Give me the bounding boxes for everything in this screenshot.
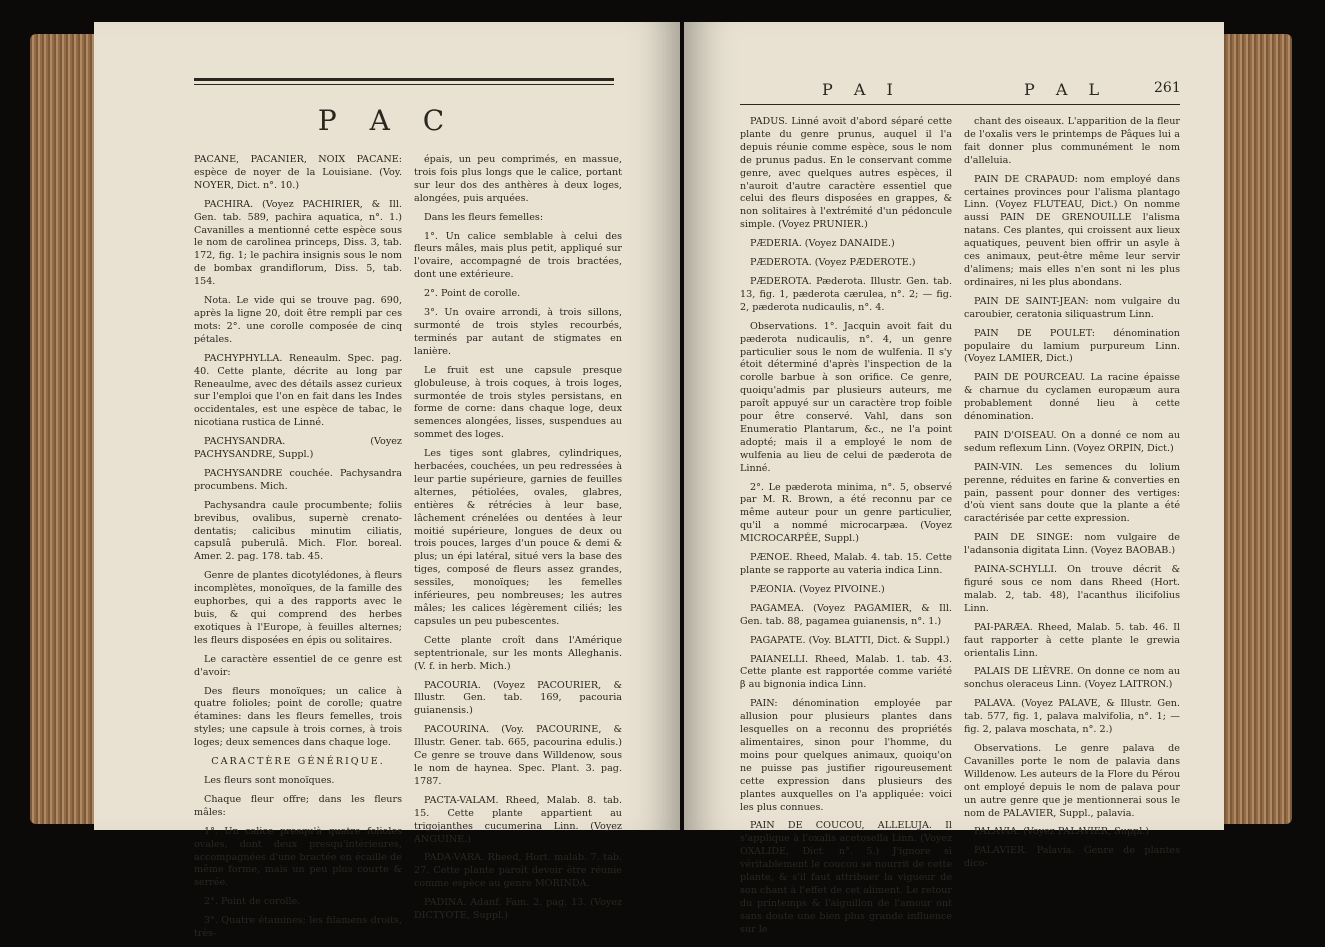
paragraph: PADA-VARA. Rheed, Hort. malab. 7. tab. 27. Cette plante paroît devoir être réunie comme espèce au genre MORINDA. <box>414 852 622 890</box>
paragraph: PACOURINA. (Voy. PACOURINE, & Illustr. Gener. tab. 665, pacourina edulis.) Ce genre se trouve dans Willdenow, sous le nom de haynea. Spec. Plant. 3. pag. 1787. <box>414 724 622 787</box>
paragraph: Observations. 1°. Jacquin avoit fait du pæderota nudicaulis, n°. 4, un genre particulier sous le nom de wulfenia. Il s'y étoit déterminé d'après l'inspection de la corolle barbue à son orifice. Ce genre, quoiqu'admis par plusieurs auteurs, me paroît appuyé sur un caractère trop foible pour être conservé. Vahl, dans son Enumeratio Plantarum, &c., ne l'a point adopté; mais il a employé le nom de wulfenia au lieu de celui de pæderota de Linné. <box>740 320 952 474</box>
paragraph: PACHYSANDRA. (Voyez PACHYSANDRE, Suppl.) <box>194 436 402 461</box>
paragraph: PAIN-VIN. Les semences du lolium perenne, réduites en farine & converties en pain, passent pour donner des vertiges: d'où vient sans doute que la plante a été caractérisée par cette expression. <box>964 461 1180 525</box>
paragraph: PAIANELLI. Rheed, Malab. 1. tab. 43. Cette plante est rapportée comme variété β au bignonia indica Linn. <box>740 653 952 691</box>
header-rule-top <box>194 78 614 81</box>
paragraph: PAIN DE COUCOU, ALLELUJA. Il s'applique à l'oxalis acetosella Linn. (Voyez OXALIDE, Dict. n°. 5.) J'ignore si véritablement le coucou se nourrit de cette plante, & s'il faut attribuer la vigueur de son chant à l'effet de cet aliment. Le retour du printemps & l'aiguillon de l'amour ont sans doute une bien plus grande influence sur le <box>740 820 952 935</box>
right-page <box>684 22 1224 935</box>
paragraph: Le caractère essentiel de ce genre est d'avoir: <box>194 653 402 678</box>
paragraph: PAIN DE POURCEAU. La racine épaisse & charnue du cyclamen europæum aura probablement donné lieu à cette dénomination. <box>964 372 1180 423</box>
paragraph: PAGAMEA. (Voyez PAGAMIER, & Ill. Gen. tab. 88, pagamea guianensis, n°. 1.) <box>740 602 952 627</box>
paragraph: épais, un peu comprimés, en massue, trois fois plus longs que le calice, portant sur leur dos des anthères à deux loges, alongées, puis arquées. <box>414 154 622 204</box>
header-rule <box>740 104 1180 105</box>
paragraph: Le fruit est une capsule presque globuleuse, à trois coques, à trois loges, surmontée de trois styles persistans, en forme de corne: dans chaque loge, deux semences alongées, lisses, suspendues au sommet des loges. <box>414 364 622 441</box>
right-column-1 <box>740 116 952 943</box>
running-head-left: P A I <box>822 80 901 99</box>
paragraph: PADUS. Linné avoit d'abord séparé cette plante du genre prunus, auquel il l'a depuis réunie comme espèce, sous le nom de prunus padus. En le conservant comme genre, avec quelques autres espèces, il n'auroit d'autre caractère essentiel que celui des fleurs disposées en grappes, & non solitaires à l'extrémité d'un pédoncule simple. (Voyez PRUNIER.) <box>740 116 952 231</box>
open-book <box>30 22 1292 940</box>
paragraph: 2°. Le pæderota minima, n°. 5, observé par M. R. Brown, a été reconnu par ce même auteur pour un genre particulier, qu'il a nommé microcarpæa. (Voyez MICROCARPÉE, Suppl.) <box>740 481 952 545</box>
paragraph: 2°. Point de corolle. <box>204 896 301 908</box>
paragraph: PAIN DE POULET: dénomination populaire du lamium purpureum Linn. (Voyez LAMIER, Dict.) <box>964 327 1180 365</box>
paragraph: PALAIS DE LIÈVRE. On donne ce nom au sonchus oleraceus Linn. (Voyez LAITRON.) <box>964 666 1180 691</box>
paragraph: 3°. Un ovaire arrondi, à trois sillons, surmonté de trois styles recourbés, terminés par autant de stigmates en lanière. <box>414 307 622 357</box>
paragraph: Nota. Le vide qui se trouve pag. 690, après la ligne 20, doit être rempli par ces mots: 2°. une corolle composée de cinq pétales. <box>194 295 402 345</box>
paragraph: CARACTÈRE GÉNÉRIQUE. <box>211 756 385 768</box>
page-edges-left <box>30 34 100 824</box>
header-rule-bottom <box>194 84 614 85</box>
paragraph: Les fleurs sont monoïques. <box>204 774 335 786</box>
paragraph: Chaque fleur offre; dans les fleurs mâles: <box>194 793 402 818</box>
paragraph: PAIN: dénomination employée par allusion pour plusieurs plantes dans lesquelles on a reconnu des propriétés alimentaires, sinon pour l'homme, du moins pour quelques animaux, quoiqu'on ne puisse pas justifier rigoureusement cette expression dans plusieurs des plantes auxquelles on l'a appliquée: voici les plus connues. <box>740 698 952 813</box>
paragraph: PÆDERIA. (Voyez DANAIDE.) <box>750 238 895 250</box>
paragraph: Cette plante croît dans l'Amérique septentrionale, sur les monts Alleghanis. (V. f. in herb. Mich.) <box>414 634 622 672</box>
left-column-1 <box>194 154 402 947</box>
paragraph: PAINA-SCHYLLI. On trouve décrit & figuré sous ce nom dans Rheed (Hort. malab. 2, tab. 48), l'acanthus ilicifolius Linn. <box>964 564 1180 614</box>
right-column-2 <box>964 116 1180 877</box>
paragraph: Dans les fleurs femelles: <box>424 211 544 223</box>
paragraph: PACHYPHYLLA. Reneaulm. Spec. pag. 40. Cette plante, décrite au long par Reneaulme, avec des détails assez curieux sur l'emploi que l'on en fait dans les Indes occidentales, est une espèce de tabac, le nicotiana rustica de Linné. <box>194 352 402 429</box>
paragraph: chant des oiseaux. L'apparition de la fleur de l'oxalis vers le printemps de Pâques lui a fait donner plus communément le nom d'alleluia. <box>964 116 1180 166</box>
paragraph: Pachysandra caule procumbente; foliis brevibus, ovalibus, supernè crenato-dentatis; calicibus minutim ciliatis, capsulâ puberulâ. Mich. Flor. boreal. Amer. 2. pag. 178. tab. 45. <box>194 499 402 563</box>
paragraph: PAIN DE SAINT-JEAN: nom vulgaire du caroubier, ceratonia siliquastrum Linn. <box>964 295 1180 320</box>
paragraph: PACTA-VALAM. Rheed, Malab. 8. tab. 15. Cette plante appartient au trigojanthes cucumerina Linn. (Voyez ANGUINE.) <box>414 794 622 845</box>
paragraph: Observations. Le genre palava de Cavanilles porte le nom de palavia dans Willdenow. Les auteurs de la Flore du Pérou ont employé depuis le nom de palava pour un autre genre que je mentionnerai sous le nom de PALAVIER, Suppl., palavia. <box>964 742 1180 819</box>
paragraph: Genre de plantes dicotylédones, à fleurs incomplètes, monoïques, de la famille des euphorbes, qui a des rapports avec le buis, & qui comprend des herbes exotiques à l'Europe, à feuilles alternes; les fleurs disposées en épis ou solitaires. <box>194 570 402 646</box>
page-edges-right <box>1222 34 1292 824</box>
paragraph: PALAVA. (Voyez PALAVE, & Illustr. Gen. tab. 577, fig. 1, palava malvifolia, n°. 1; — fig. 2, palava moschata, n°. 2.) <box>964 698 1180 736</box>
paragraph: PÆONIA. (Voyez PIVOINE.) <box>750 583 885 595</box>
paragraph: Des fleurs monoïques; un calice à quatre folioles; point de corolle; quatre étamines: dans les fleurs femelles, trois styles; une capsule à trois cornes, à trois loges; deux semences dans chaque loge. <box>194 685 402 749</box>
paragraph: PALAVIER. Palavia. Genre de plantes dico- <box>964 845 1180 870</box>
paragraph: PÆDEROTA. Pæderota. Illustr. Gen. tab. 13, fig. 1, pæderota cærulea, n°. 2; — fig. 2, pæderota nudicaulis, n°. 4. <box>740 275 952 313</box>
paragraph: PACHIRA. (Voyez PACHIRIER, & Ill. Gen. tab. 589, pachira aquatica, n°. 1.) Cavanilles a mentionné cette espèce sous le nom de carolinea princeps, Diss. 3, tab. 172, fig. 1; le pachira insignis sous le nom de bombax grandiflorum, Diss. 5, tab. 154. <box>194 198 402 288</box>
paragraph: PADINA. Adanf. Fam. 2. pag. 13. (Voyez DICTYOTE, Suppl.) <box>414 897 622 922</box>
paragraph: 3°. Quatre étamines; les filamens droits, très- <box>194 915 402 940</box>
paragraph: PACOURIA. (Voyez PACOURIER, & Illustr. Gen. tab. 169, pacouria guianensis.) <box>414 679 622 717</box>
paragraph: 1°. Un calice semblable à celui des fleurs mâles, mais plus petit, appliqué sur l'ovaire, accompagné de trois bractées, dont une extérieure. <box>414 230 622 281</box>
running-head-right: P A L <box>1024 80 1108 99</box>
paragraph: Les tiges sont glabres, cylindriques, herbacées, couchées, un peu redressées à leur partie supérieure, garnies de feuilles alternes, pétiolées, ovales, glabres, entières & rétrécies à leur base, lâchement crénelées ou dentées à leur moitié supérieure, longues de deux ou trois pouces, larges d'un pouce & demi & plus; un épi latéral, situé vers la base des tiges, composé de fleurs assez grandes, sessiles, monoïques; les femelles inférieures, peu nombreuses; les autres mâles; les calices légèrement ciliés; les capsules un peu pubescentes. <box>414 448 622 627</box>
left-column-2 <box>414 154 622 929</box>
paragraph: PAIN DE SINGE: nom vulgaire de l'adansonia digitata Linn. (Voyez BAOBAB.) <box>964 532 1180 557</box>
paragraph: PÆDEROTA. (Voyez PÆDEROTE.) <box>750 257 916 269</box>
paragraph: 2°. Point de corolle. <box>424 288 521 300</box>
paragraph: PAIN DE CRAPAUD: nom employé dans certaines provinces pour l'alisma plantago Linn. (Voyez FLUTEAU, Dict.) On nomme aussi PAIN DE GRENOUILLE l'alisma natans. Ces plantes, qui croissent aux lieux aquatiques, peuvent bien offrir un asyle à ces animaux, peut-être même leur servir d'alimens; mais elles n'en sont ni les plus ordinaires, ni les plus abondans. <box>964 173 1180 288</box>
paragraph: PAIN D'OISEAU. On a donné ce nom au sedum reflexum Linn. (Voyez ORPIN, Dict.) <box>964 429 1180 454</box>
paragraph: PACHYSANDRE couchée. Pachysandra procumbens. Mich. <box>194 467 402 492</box>
paragraph: PÆNOE. Rheed, Malab. 4. tab. 15. Cette plante se rapporte au vateria indica Linn. <box>740 552 952 576</box>
page-number: 261 <box>1154 80 1181 96</box>
paragraph: 1°. Un calice presqu'à quatre folioles ovales, dont deux presqu'intérieures, accompagnées d'une bractée en écaille de même forme, mais un peu plus courte & serrée. <box>194 825 402 889</box>
left-page <box>94 22 680 940</box>
page-heading: P A C <box>317 104 457 137</box>
paragraph: PAI-PARÆA. Rheed, Malab. 5. tab. 46. Il faut rapporter à cette plante le grewia orientalis Linn. <box>964 621 1180 659</box>
paragraph: PALAVIA. (Voyez PALAVIER, Suppl.) <box>974 826 1150 838</box>
paragraph: PACANE, PACANIER, NOIX PACANE: espèce de noyer de la Louisiane. (Voy. NOYER, Dict. n°. 10.) <box>194 154 402 191</box>
paragraph: PAGAPATE. (Voy. BLATTI, Dict. & Suppl.) <box>750 634 950 646</box>
